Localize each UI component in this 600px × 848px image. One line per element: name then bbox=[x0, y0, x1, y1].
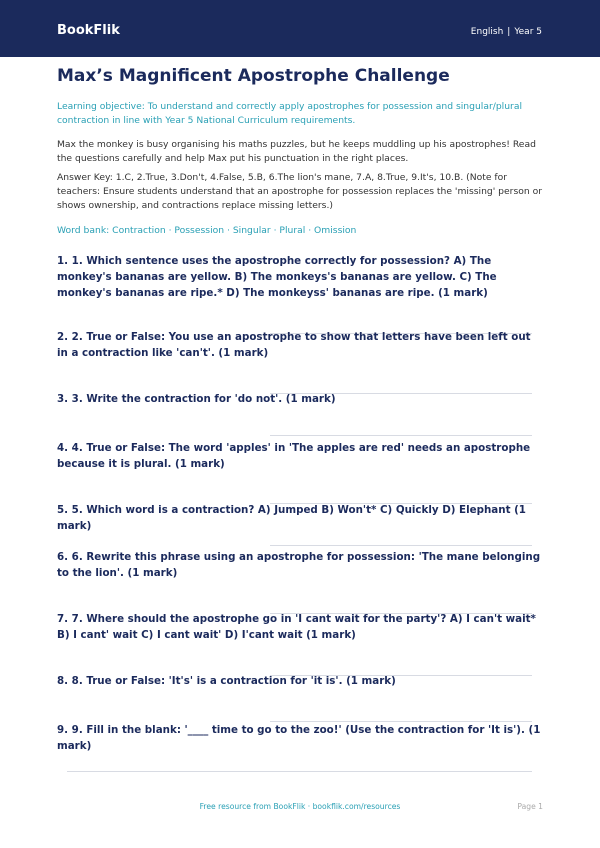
question-2: 2. 2. True or False: You use an apostrophe to show that letters have been left out in a contraction like 'can't'. (1 mark) bbox=[57, 331, 531, 359]
worksheet-title: Max’s Magnificent Apostrophe Challenge bbox=[57, 66, 450, 86]
footer-divider bbox=[67, 771, 532, 772]
question-9: 9. 9. Fill in the blank: '____ time to go to the zoo!' (Use the contraction for 'It is'). (1 mark) bbox=[57, 724, 541, 752]
page-number: Page 1 bbox=[517, 802, 543, 811]
question-6: 6. 6. Rewrite this phrase using an apostrophe for possession: 'The mane belonging to the lion'. (1 mark) bbox=[57, 551, 541, 579]
header-meta bbox=[471, 27, 542, 37]
intro-paragraph: Max the monkey is busy organising his maths puzzles, but he keeps muddling up his apostrophes! Read the questions carefully and help Max put his punctuation in the right places. bbox=[57, 139, 536, 164]
meta-separator: | bbox=[507, 27, 511, 37]
header-bar bbox=[0, 0, 600, 57]
question-5: 5. 5. Which word is a contraction? A) Jumped B) Won't* C) Quickly D) Elephant (1 mark) bbox=[57, 504, 526, 532]
question-4: 4. 4. True or False: The word 'apples' in 'The apples are red' needs an apostrophe because it is plural. (1 mark) bbox=[57, 442, 531, 470]
answer-line-3[interactable] bbox=[270, 435, 532, 436]
subject-label: English bbox=[470, 27, 504, 37]
learning-objective: Learning objective: To understand and correctly apply apostrophes for possession and singular/plural contraction in line with Year 5 National Curriculum requirements. bbox=[57, 101, 523, 126]
word-bank: Word bank: Contraction · Possession · Singular · Plural · Omission bbox=[57, 225, 357, 236]
footer-credit[interactable]: Free resource from BookFlik · bookflik.com/resources bbox=[199, 802, 401, 811]
answer-line-5[interactable] bbox=[270, 545, 532, 546]
year-label: Year 5 bbox=[514, 27, 542, 37]
answer-key: Answer Key: 1.C, 2.True, 3.Don't, 4.False, 5.B, 6.The lion's mane, 7.A, 8.True, 9.It's, 10.B. (Note for teachers: Ensure students understand that an apostrophe for possession replaces the 'missing' person or shows ownership, and contractions replace missing letters.) bbox=[57, 172, 542, 211]
question-3: 3. 3. Write the contraction for 'do not'. (1 mark) bbox=[57, 393, 336, 405]
question-8: 8. 8. True or False: 'It's' is a contraction for 'it is'. (1 mark) bbox=[57, 675, 396, 687]
question-7: 7. 7. Where should the apostrophe go in 'I cant wait for the party'? A) I can't wait* B) I cant' wait C) I cant wait' D) I'cant wait (1 mark) bbox=[57, 613, 536, 641]
brand-logo-text[interactable]: BookFlik bbox=[57, 23, 120, 38]
question-1: 1. 1. Which sentence uses the apostrophe correctly for possession? A) The monkey's bananas are yellow. B) The monkeys's bananas are yellow. C) The monkey's bananas are ripe.* D) The monkeyss' bananas are ripe. (1 mark) bbox=[57, 255, 497, 299]
